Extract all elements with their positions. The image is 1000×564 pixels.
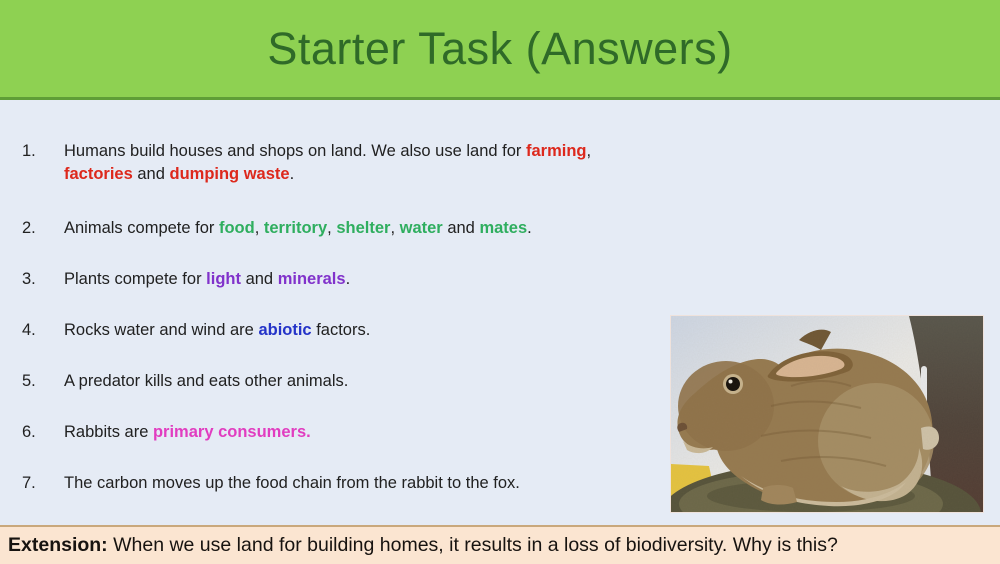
- list-item-text: [64, 370, 348, 393]
- list-item-text: [64, 472, 520, 495]
- extension-label: Extension:: [8, 534, 108, 556]
- list-item-number: 5.: [22, 372, 36, 390]
- answers-list: [22, 140, 662, 523]
- text-segment: .: [345, 270, 351, 288]
- text-segment: mates: [479, 219, 528, 237]
- list-item-text: [64, 319, 370, 342]
- text-segment: A predator kills and eats other animals.: [64, 372, 349, 390]
- text-segment: Humans build houses and shops on land. We also use land for: [64, 142, 526, 160]
- list-item: [22, 421, 662, 444]
- text-segment: and: [240, 270, 278, 288]
- list-item-text: [64, 217, 532, 240]
- text-segment: ,: [390, 219, 400, 237]
- rabbit-photo: [670, 315, 984, 513]
- text-segment: Animals compete for: [64, 219, 219, 237]
- text-segment: farming: [525, 142, 587, 160]
- text-segment: ,: [254, 219, 264, 237]
- text-segment: ,: [327, 219, 337, 237]
- text-segment: abiotic: [258, 321, 312, 339]
- text-segment: Rabbits are: [64, 423, 153, 441]
- text-segment: food: [218, 219, 255, 237]
- extension-bar: [0, 525, 1000, 564]
- list-item: [22, 268, 662, 291]
- list-item-text: [64, 268, 350, 291]
- text-segment: .: [289, 165, 295, 183]
- list-item-number: 3.: [22, 270, 36, 288]
- list-item: [22, 217, 662, 240]
- extension-text: When we use land for building homes, it results in a loss of biodiversity. Why is this?: [107, 534, 838, 556]
- text-segment: shelter: [336, 219, 391, 237]
- list-item-number: 7.: [22, 474, 36, 492]
- text-segment: Rocks water and wind are: [64, 321, 259, 339]
- list-item-number: 6.: [22, 423, 36, 441]
- list-item: [22, 370, 662, 393]
- text-segment: minerals: [277, 270, 346, 288]
- text-segment: ,: [586, 142, 592, 160]
- list-item-number: 1.: [22, 142, 36, 160]
- text-segment: water: [399, 219, 443, 237]
- list-item-text: [64, 421, 311, 444]
- text-segment: and: [442, 219, 480, 237]
- list-item: [22, 319, 662, 342]
- rabbit-illustration: [671, 316, 983, 512]
- text-segment: primary consumers.: [152, 423, 311, 441]
- text-segment: The carbon moves up the food chain from the rabbit to the fox.: [64, 474, 520, 492]
- text-segment: dumping waste: [169, 165, 290, 183]
- list-item: [22, 140, 662, 186]
- text-segment: and: [132, 165, 170, 183]
- text-segment: Plants compete for: [64, 270, 207, 288]
- text-segment: territory: [263, 219, 328, 237]
- list-item-number: 2.: [22, 219, 36, 237]
- list-item-text: [64, 140, 599, 186]
- slide-title: Starter Task (Answers): [267, 22, 733, 74]
- text-segment: light: [206, 270, 241, 288]
- text-segment: factories: [64, 165, 133, 183]
- text-segment: factors.: [311, 321, 371, 339]
- header-banner: [0, 0, 1000, 100]
- list-item-number: 4.: [22, 321, 36, 339]
- text-segment: .: [527, 219, 532, 237]
- list-item: [22, 472, 662, 495]
